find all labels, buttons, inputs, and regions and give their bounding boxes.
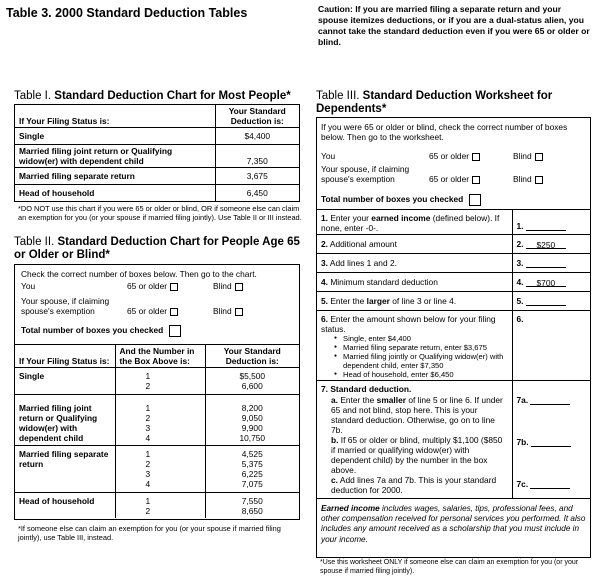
table1-amount-single: $4,400: [215, 128, 299, 145]
table3-footnote: *Use this worksheet ONLY if someone else can claim an exemption for you (or your spouse if married filing jointly).: [320, 559, 579, 575]
line7c-label: c.: [331, 475, 338, 485]
table-row: [15, 128, 299, 145]
line5-post: of line 3 or line 4.: [392, 296, 457, 306]
table2-checkbox-section: [15, 265, 299, 345]
table2-col-status: If Your Filing Status is:: [19, 356, 110, 366]
table1-amount-separate: 3,675: [215, 168, 299, 185]
line6-text: [317, 311, 512, 381]
line7-title: Standard deduction.: [330, 384, 412, 394]
line1-ref: 1.: [516, 221, 524, 231]
table3-you-blind: [513, 151, 543, 161]
line5-text: [317, 292, 512, 311]
table2-status-hoh: Head of household: [19, 496, 95, 506]
table2-spouse-blind-label: Blind: [213, 306, 232, 316]
table3-title-text: Standard Deduction Worksheet for Dependents*: [316, 90, 553, 115]
table2-total-box[interactable]: [169, 325, 181, 337]
table2-you-blind-checkbox[interactable]: [235, 283, 243, 291]
line7a-ref: 7a.: [516, 395, 529, 405]
line4-value: $700: [526, 278, 566, 287]
line5-pre: Enter the: [330, 296, 365, 306]
table2-numbers-separate: 1 2 3 4: [115, 446, 205, 493]
table2-amounts-single: $5,500 6,600: [205, 368, 299, 395]
line4-ref: 4.: [516, 277, 524, 287]
table1-status-hoh: Head of household: [19, 188, 95, 198]
line2-value: $250: [526, 240, 566, 249]
table1-amount-hoh: 6,450: [215, 185, 299, 202]
line6-entry: [512, 311, 590, 381]
line7-text: [317, 381, 512, 499]
list-item: ● Head of household, enter $6,450: [343, 370, 508, 379]
table1-status-joint: Married filing joint return or Qualifying widow(er) with dependent child: [19, 146, 173, 166]
table1-amount-joint: 7,350: [215, 145, 299, 168]
table1-box: [14, 104, 300, 202]
table2-total: [21, 325, 181, 337]
table2-numbers-joint: 1 2 3 4: [115, 395, 205, 446]
table3-you-blind-checkbox[interactable]: [535, 153, 543, 161]
table1-title: [14, 90, 304, 103]
table1-status-separate: Married filing separate return: [19, 171, 135, 181]
table-row: [317, 235, 590, 254]
table-row: [317, 292, 590, 311]
table3-you-age: [429, 151, 480, 161]
table2-spouse-age: [127, 306, 178, 316]
line7-entries: [512, 381, 590, 499]
table2-you-age-checkbox[interactable]: [170, 283, 178, 291]
line7b-label: b.: [331, 435, 339, 445]
table2-col-deduction: Your Standard Deduction is:: [205, 345, 299, 368]
table3-worksheet: [317, 210, 590, 550]
line7c-input[interactable]: [530, 480, 570, 489]
list-item: ● Married filing separate return, enter $3,675: [343, 343, 508, 352]
table1-grid: [15, 105, 299, 201]
line4-text: [317, 273, 512, 292]
line6-bullets: [333, 334, 508, 379]
table3-spouse-age-label: 65 or older: [429, 174, 470, 184]
table3-you-label: You: [321, 151, 336, 161]
table2-status-separate: Married filing separate return: [19, 449, 109, 469]
line1-num: 1.: [321, 213, 328, 223]
table2-spouse-age-label: 65 or older: [127, 306, 168, 316]
table3-total-box[interactable]: [469, 194, 481, 206]
table2-numbers-single: 1 2: [115, 368, 205, 395]
table3-you-age-label: 65 or older: [429, 151, 470, 161]
line1-pre: Enter your: [330, 213, 369, 223]
line7c-entry: [517, 479, 571, 489]
table2-title-text: Standard Deduction Chart for People Age 65 or Older or Blind*: [14, 236, 300, 261]
table1-footnote: *DO NOT use this chart if you were 65 or older or blind, OR if someone else can claim an exemption for you (or your spouse if married filing jointly). Use Table II or III instead.: [18, 204, 302, 222]
line2-num: 2.: [321, 239, 328, 249]
line7c-text: [321, 475, 508, 497]
line7-num: 7.: [321, 384, 328, 394]
line2-text: [317, 235, 512, 254]
table-row: [317, 210, 590, 235]
table-row: [317, 254, 590, 273]
table2-title: [14, 236, 304, 262]
table2-grid: [15, 345, 299, 518]
line5-ref: 5.: [516, 296, 524, 306]
table3-spouse-blind-label: Blind: [513, 174, 532, 184]
table2-numbers-hoh: 1 2: [115, 493, 205, 519]
line2-label: Additional amount: [329, 239, 397, 249]
line7b-body: If 65 or older or blind, multiply $1,100 ($850 if married or qualifying widow(er) with dependent child) by the number in the box above.: [331, 435, 503, 475]
line6-ref: 6.: [516, 314, 524, 324]
table2-total-label: Total number of boxes you checked: [21, 325, 164, 336]
table3-instructions: If you were 65 or older or blind, check the correct number of boxes below. Then go to the worksheet.: [321, 122, 568, 142]
table2-instructions: Check the correct number of boxes below. Then go to the chart.: [21, 269, 257, 279]
table3-you-age-checkbox[interactable]: [472, 153, 480, 161]
table-row: [15, 395, 299, 446]
table3-total: [321, 194, 481, 206]
line4-label: Minimum standard deduction: [330, 277, 438, 287]
table2-prefix: Table II.: [14, 236, 55, 248]
line7b-input[interactable]: [531, 438, 571, 447]
line1-bold: earned income: [371, 213, 431, 223]
line5-num: 5.: [321, 296, 328, 306]
table3-spouse-blind-checkbox[interactable]: [535, 176, 543, 184]
table-row: [15, 185, 299, 202]
line6-num: 6.: [321, 314, 328, 324]
line7c-ref: 7c.: [516, 479, 529, 489]
table2-you-age-label: 65 or older: [127, 281, 168, 291]
page-title: Table 3. 2000 Standard Deduction Tables: [6, 6, 248, 20]
table2-you-blind: [213, 281, 243, 291]
table2-amounts-separate: 4,525 5,375 6,225 7,075: [205, 446, 299, 493]
line4-entry: [512, 273, 590, 292]
table1-col-deduction: Your Standard Deduction is:: [215, 105, 299, 128]
table1-header-row: [15, 105, 299, 128]
table3-total-label: Total number of boxes you checked: [321, 194, 464, 205]
line3-num: 3.: [321, 258, 328, 268]
line1-text: [317, 210, 512, 235]
line7a-entry: [517, 395, 571, 405]
line3-input[interactable]: [526, 259, 566, 268]
line6-label: Enter the amount shown below for your filing status.: [321, 314, 496, 334]
table1-col-status: If Your Filing Status is:: [19, 116, 110, 126]
table-row: [15, 145, 299, 168]
table-row: [317, 499, 590, 550]
line7a-pre: Enter the: [340, 395, 375, 405]
table3-you-blind-label: Blind: [513, 151, 532, 161]
table3-spouse-age: [429, 174, 480, 184]
table3-prefix: Table III.: [316, 90, 360, 102]
line3-ref: 3.: [516, 258, 524, 268]
table-row: [15, 368, 299, 395]
list-item: ● Single, enter $4,400: [343, 334, 508, 343]
line3-text: [317, 254, 512, 273]
line3-entry: [512, 254, 590, 273]
table2-status-single: Single: [19, 371, 45, 381]
table2-you-age: [127, 281, 178, 291]
line7a-text: [321, 395, 508, 435]
table1-prefix: Table I.: [14, 90, 52, 102]
table3-spouse-label: Your spouse, if claiming spouse's exemption: [321, 164, 410, 184]
line7a-post: of line 5 or line 6. If under 65 and not blind, stop here. This is your standard deduction. Otherwise, go on to line 7b.: [331, 395, 503, 435]
line5-bold: larger: [366, 296, 390, 306]
table3-title: [316, 90, 591, 116]
table2-box: [14, 264, 300, 520]
caution-note: Caution: If you are married filing a separate return and your spouse itemizes deductions, or if you are a dual-status alien, you cannot take the standard deduction even if you were 65 or older or blind.: [318, 4, 590, 47]
earned-income-text: includes wages, salaries, tips, professional fees, and other compensation received for personal services you performed. It also includes any amount received as a scholarship that you must include in your income.: [321, 504, 586, 544]
line5-input[interactable]: [526, 297, 566, 306]
earned-income-definition: [317, 499, 590, 550]
table-row: [15, 493, 299, 519]
table2-you-label: You: [21, 281, 36, 291]
line3-label: Add lines 1 and 2.: [329, 258, 397, 268]
line4-num: 4.: [321, 277, 328, 287]
table2-col-number: And the Number in the Box Above is:: [115, 345, 205, 368]
line7b-text: [321, 435, 508, 475]
table2-spouse-label: Your spouse, if claiming spouse's exemption: [21, 296, 110, 316]
table3-checkbox-section: [317, 118, 590, 210]
line7b-ref: 7b.: [516, 437, 529, 447]
line7a-bold: smaller: [376, 395, 406, 405]
line7a-input[interactable]: [530, 396, 570, 405]
table1-status-single: Single: [19, 131, 45, 141]
table-row: [317, 381, 590, 499]
line1-post: (defined below). If none, enter -0-.: [321, 213, 500, 233]
table2-spouse-age-checkbox[interactable]: [170, 308, 178, 316]
table2-you-blind-label: Blind: [213, 281, 232, 291]
table3-box: [316, 117, 591, 558]
list-item: ● Married filing jointly or Qualifying widow(er) with dependent child, enter $7,350: [343, 352, 508, 370]
table3-spouse-blind: [513, 174, 543, 184]
table-row: [317, 273, 590, 292]
table-row: [15, 446, 299, 493]
line7b-entry: [517, 437, 571, 447]
table-row: [317, 311, 590, 381]
table2-footnote: *If someone else can claim an exemption for you (or your spouse if married filing jointly), use Table III, instead.: [18, 524, 281, 542]
table2-spouse-blind-checkbox[interactable]: [235, 308, 243, 316]
table2-header-row: [15, 345, 299, 368]
line5-entry: [512, 292, 590, 311]
line2-entry: [512, 235, 590, 254]
line1-input[interactable]: [526, 222, 566, 231]
table2-spouse-blind: [213, 306, 243, 316]
table1-title-text: Standard Deduction Chart for Most People*: [54, 90, 291, 102]
line1-entry: [512, 210, 590, 235]
earned-income-term: Earned income: [321, 504, 380, 513]
line2-ref: 2.: [516, 239, 524, 249]
table2-status-joint: Married filing joint return or Qualifying widow(er) with dependent child: [19, 403, 98, 443]
line7a-label: a.: [331, 395, 338, 405]
table-row: [15, 168, 299, 185]
table2-amounts-hoh: 7,550 8,650: [205, 493, 299, 519]
line7c-body: Add lines 7a and 7b. This is your standard deduction for 2000.: [331, 475, 497, 495]
table2-amounts-joint: 8,200 9,050 9,900 10,750: [205, 395, 299, 446]
table3-spouse-age-checkbox[interactable]: [472, 176, 480, 184]
